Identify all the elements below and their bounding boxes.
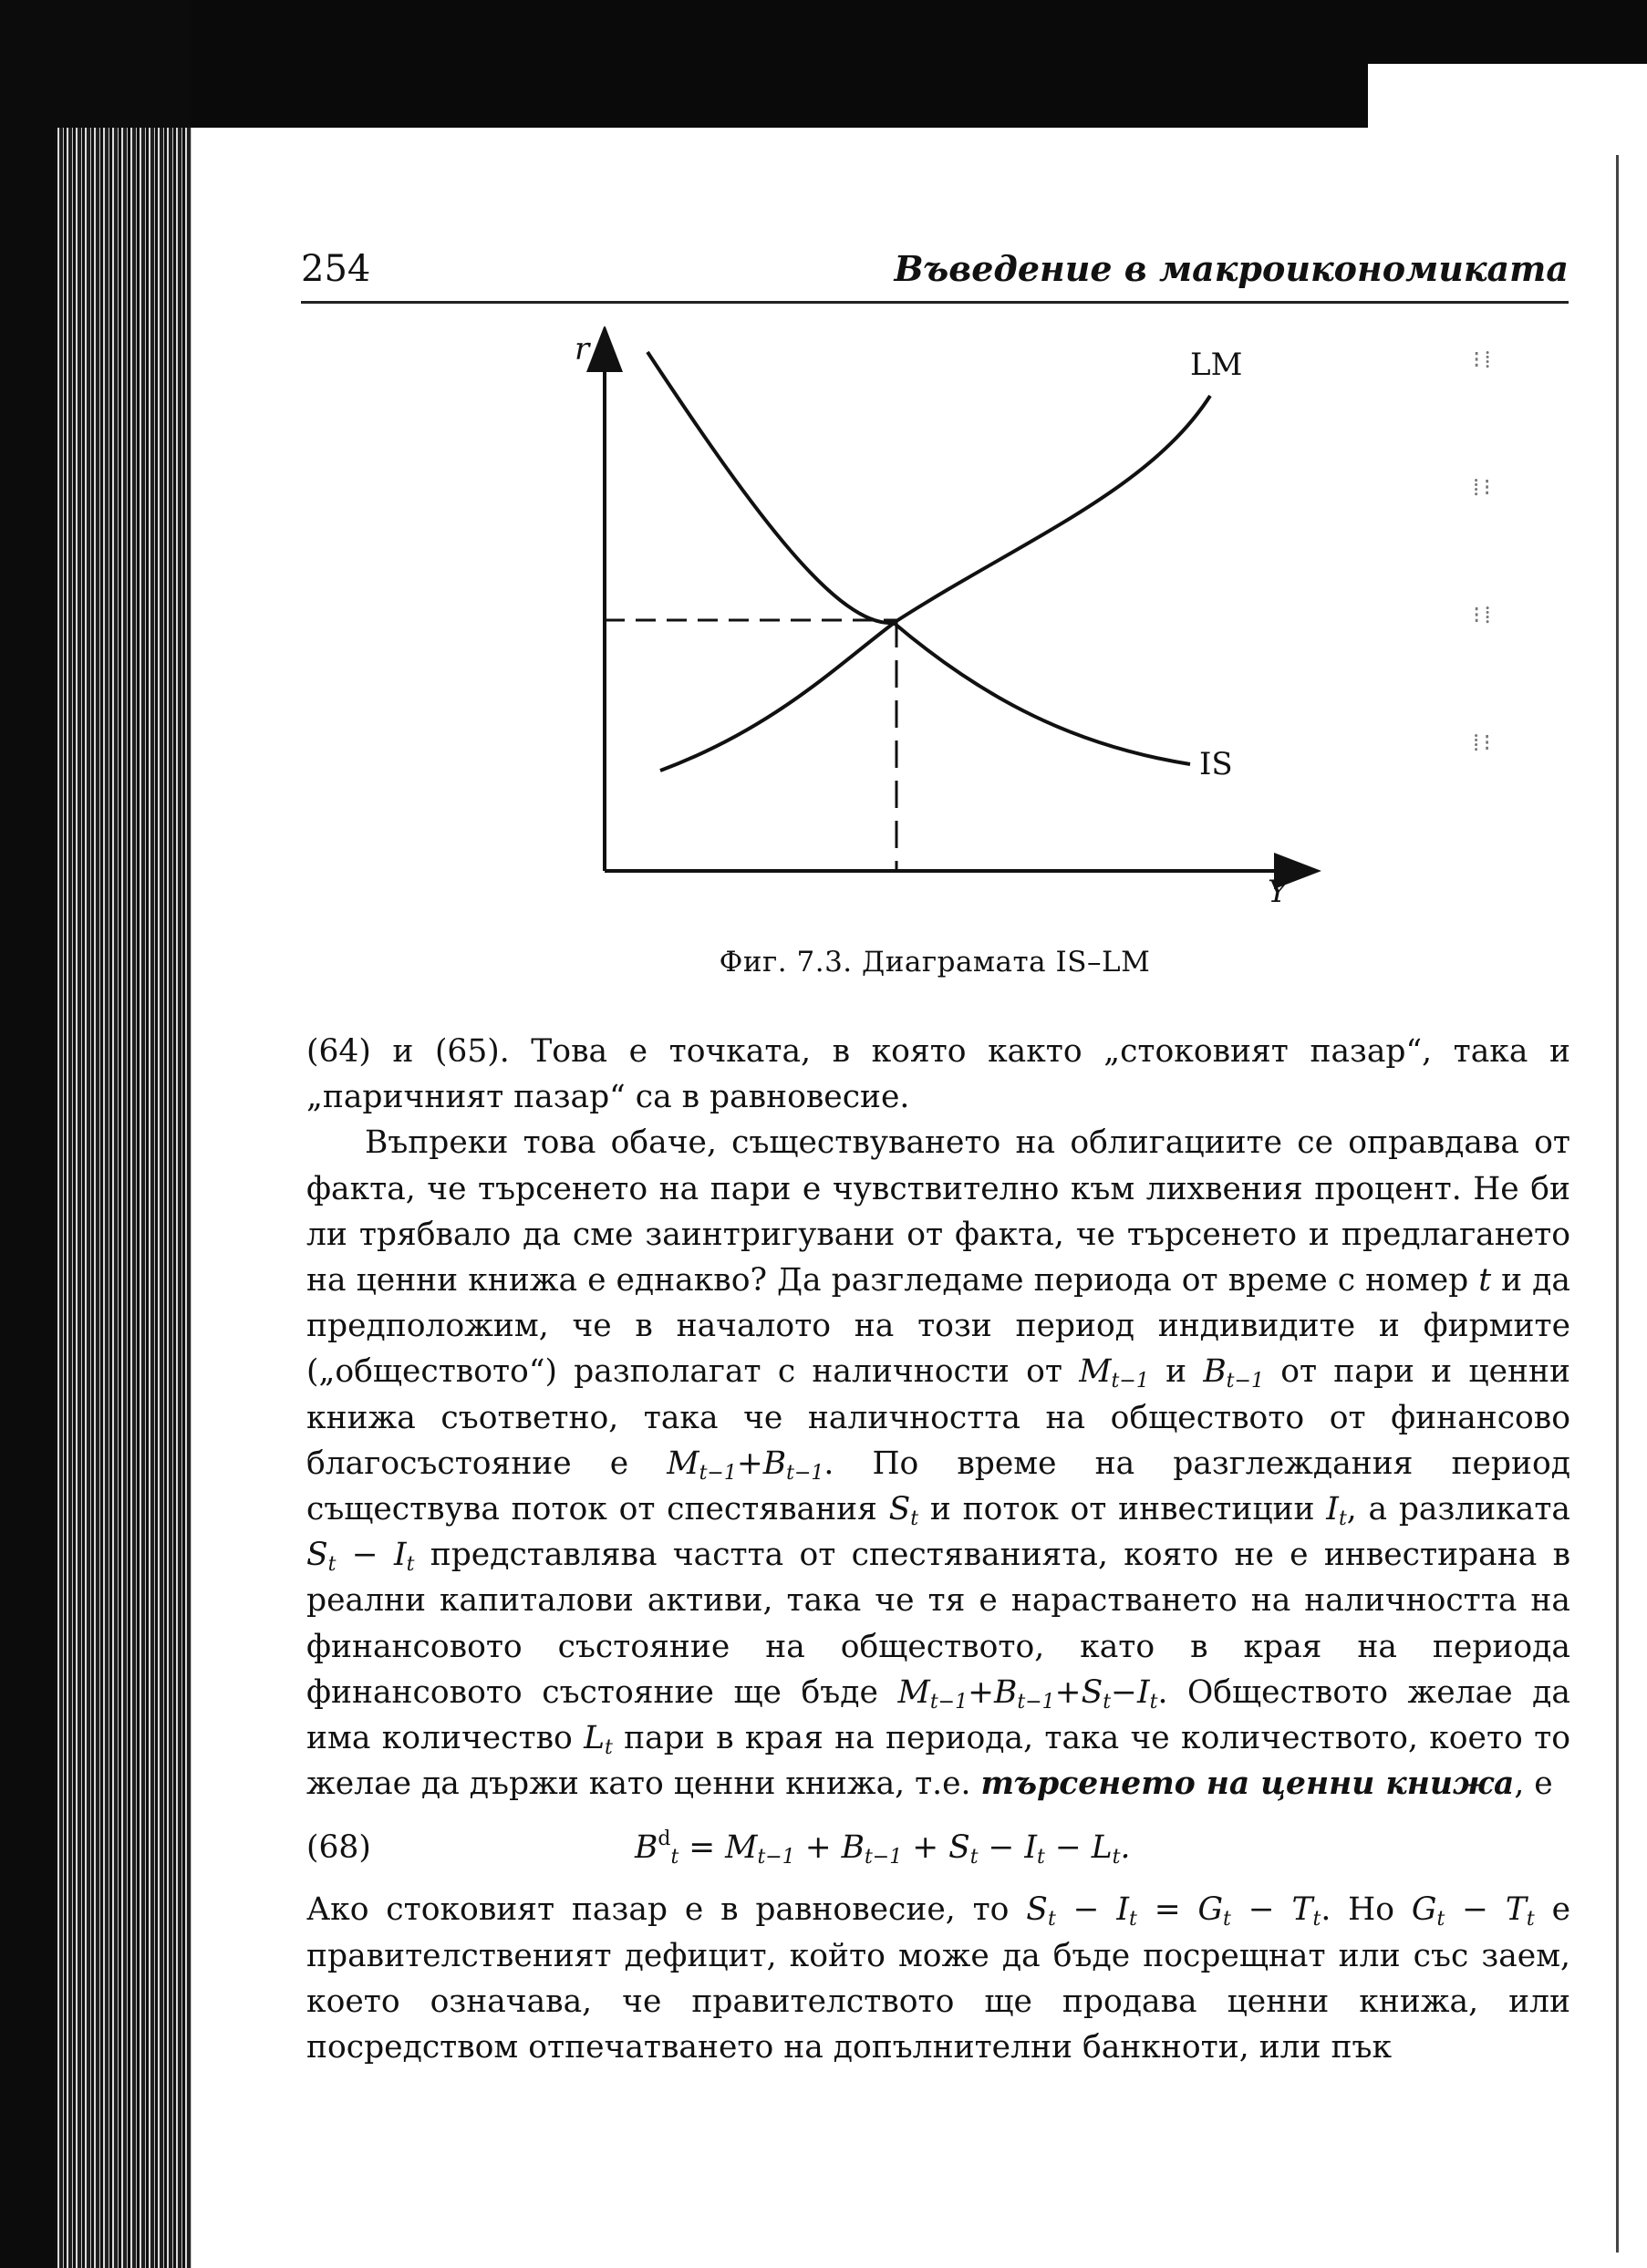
- axis-label-r: r: [575, 331, 590, 368]
- figure-caption: Фиг. 7.3. Диаграмата IS–LM: [719, 946, 1151, 979]
- lm-curve: [660, 396, 1210, 771]
- running-title: Въведение в макроикономиката: [894, 248, 1569, 289]
- is-curve: [647, 352, 1190, 764]
- scan-edge-fringe: [55, 128, 192, 2268]
- running-header: [301, 248, 1569, 303]
- equation-68: [306, 1816, 1570, 1887]
- bleed-through: ⁞ ⁝: [1473, 730, 1489, 757]
- is-lm-figure: [547, 326, 1322, 965]
- scan-border-notch: [1368, 64, 1647, 128]
- equation-number: (68): [306, 1829, 371, 1867]
- bleed-through: ⁝ ⁞: [1473, 602, 1489, 629]
- equation-body: $B^d_t = M_{t-1} + B_{t-1} + S_t - I_t - L_t$.: [635, 1828, 1131, 1869]
- bleed-through: ⁞ ⁝: [1473, 474, 1489, 502]
- is-label: IS: [1199, 746, 1233, 782]
- is-lm-diagram: [547, 326, 1322, 965]
- scan-border-right: [1616, 155, 1619, 2252]
- paragraph: Ако стоковият пазар е в равновесие, то $S_t - I_t = G_t - T_t$. Но $G_t - T_t$ е правителственият дефицит, който може да бъде посрещнат или със заем, което означава, че правителството ще продава ценни книжа, или посредством отпечатването на допълнителни банкноти, или пък: [306, 1891, 1571, 2066]
- bleed-through: ⁝ ⁞: [1473, 347, 1489, 374]
- emphasized-term: търсенето на ценни книжа: [980, 1766, 1515, 1803]
- paragraph: (64) и (65). Това е точката, в която както „стоковият пазар“, така и „паричният пазар“ са в равновесие.: [306, 1033, 1570, 1116]
- paragraph: Въпреки това обаче, съществуването на облигациите се оправдава от факта, че търсенето на пари е чувствително към лихвения процент. Не би ли трябвало да сме заинтригувани от факта, че търсенето и предлагането на ценни книжа е еднакво? Да разгледаме периода от време с номер t и да предположим, че в началото на този период индивидите и фирмите („обществото“) разполагат с наличности от $M_{t-1}$ и $B_{t-1}$ от пари и ценни книжа съответно, така че наличността на обществото от финансово благосъстояние е $M_{t-1}+B_{t-1}$. По време на разглеждания период съществува поток от спестявания $S_t$ и поток от инвестиции $I_t$, а разликата $S_t - I_t$ представлява частта от спестяванията, която не е инвестирана в реални капиталови активи, така че тя е нарастването на наличността на финансовото състояние на обществото, като в края на периода финансовото състояние ще бъде $M_{t-1}+B_{t-1}+S_t-I_t$. Обществото желае да има количество $L_t$ пари в края на периода, така че количеството, което то желае да държи като ценни книжа, т.е. търсенето на ценни книжа, е: [306, 1124, 1571, 1803]
- lm-label: LM: [1190, 347, 1243, 383]
- page-number: 254: [301, 248, 371, 290]
- header-rule: [301, 301, 1569, 304]
- body-text: [306, 1029, 1570, 2070]
- axis-label-y: Y: [1268, 874, 1289, 910]
